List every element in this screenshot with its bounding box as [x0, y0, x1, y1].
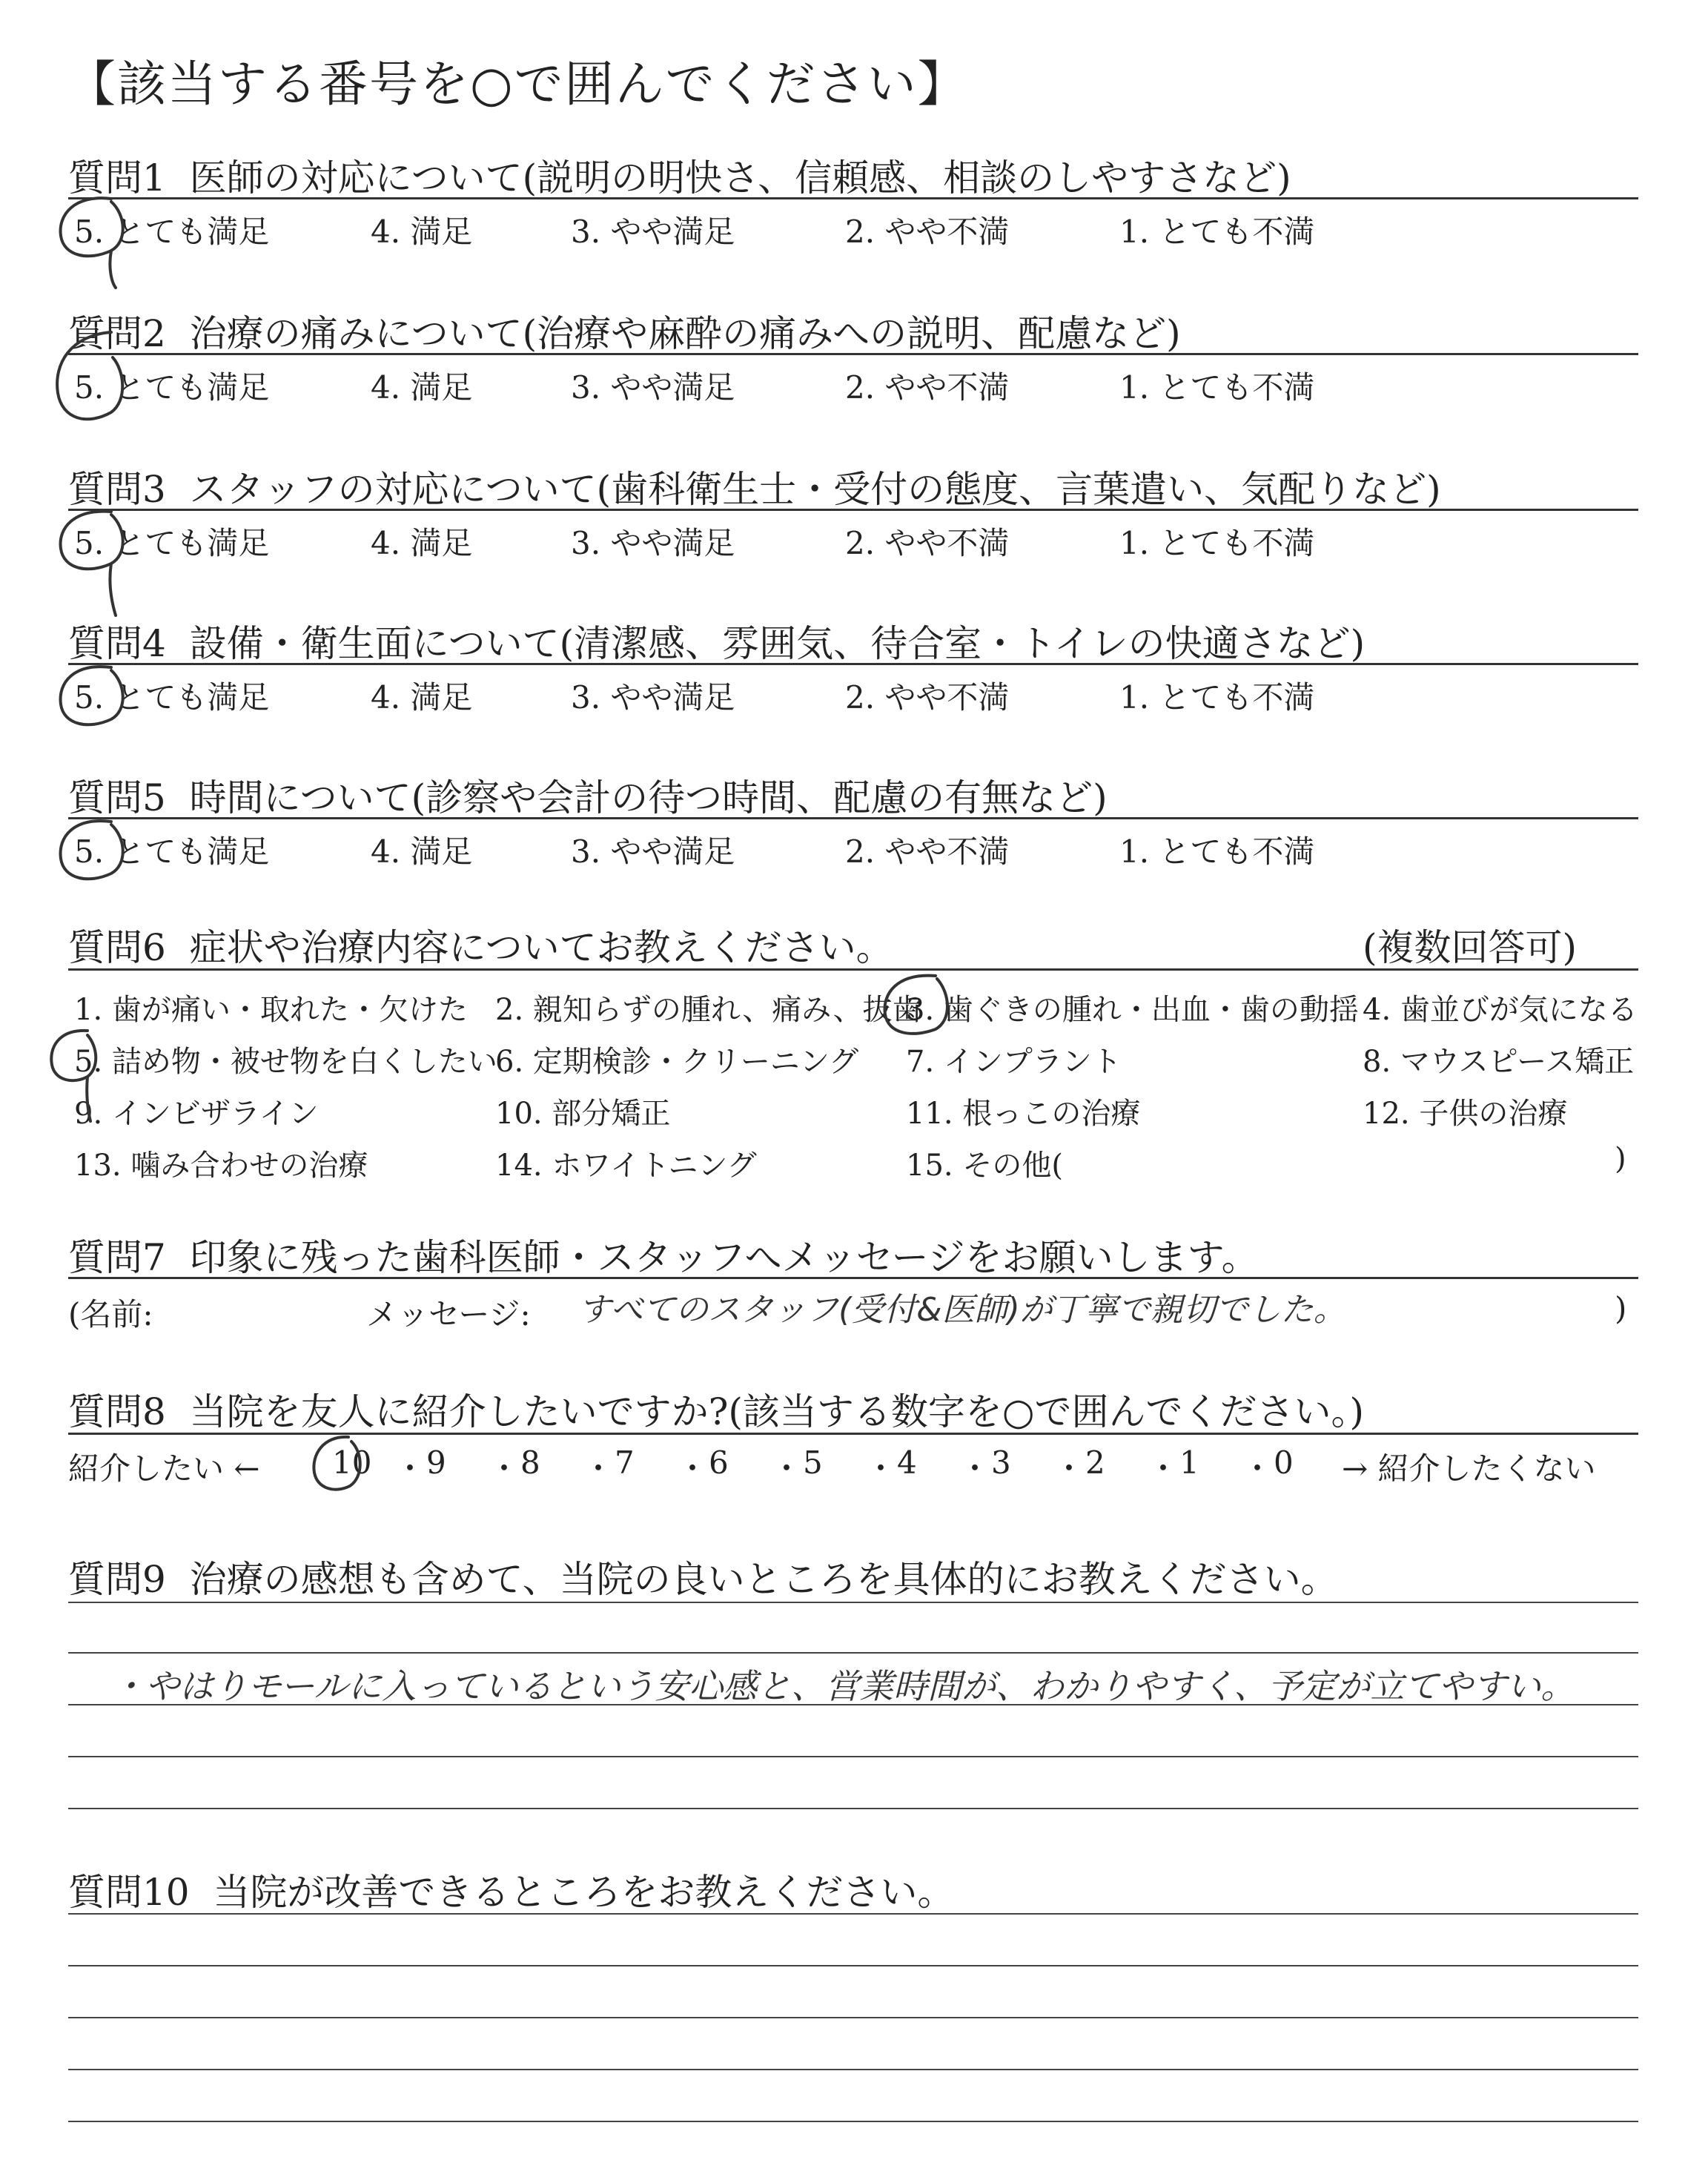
- q7-name-label: (名前:: [68, 1296, 153, 1332]
- q3-option-5[interactable]: 5. とても満足: [74, 525, 270, 561]
- q8-left-label: 紹介したい ←: [68, 1450, 260, 1487]
- q7-close-paren: ): [1615, 1290, 1627, 1327]
- q5-option-3[interactable]: 3. やや満足: [571, 833, 735, 870]
- q1-option-3[interactable]: 3. やや満足: [571, 214, 735, 250]
- q8-scale-separator: ・: [1148, 1450, 1179, 1487]
- q1-text: 医師の対応について(説明の明快さ、信頼感、相談のしやすさなど): [189, 156, 1291, 199]
- q6-item-15[interactable]: 15. その他(: [906, 1149, 1063, 1183]
- q10-text: 当院が改善できるところをお教えください。: [213, 1871, 955, 1914]
- q6-item-2[interactable]: 2. 親知らずの腫れ、痛み、抜歯: [495, 993, 922, 1027]
- q4-option-4[interactable]: 4. 満足: [371, 679, 473, 716]
- q8-scale-9[interactable]: 9: [426, 1444, 446, 1481]
- q6-item-13[interactable]: 13. 噛み合わせの治療: [74, 1149, 368, 1183]
- q1-option-5[interactable]: 5. とても満足: [74, 214, 270, 250]
- q3-label: 質問3: [68, 468, 166, 511]
- q8-text: 当院を友人に紹介したいですか?(該当する数字を○で囲んでください。): [189, 1390, 1365, 1433]
- q8-scale-6[interactable]: 6: [709, 1444, 729, 1481]
- circle-mark-q4: [61, 667, 123, 724]
- q8-scale-3[interactable]: 3: [991, 1444, 1011, 1481]
- q2-option-5[interactable]: 5. とても満足: [74, 369, 270, 406]
- q4-option-3[interactable]: 3. やや満足: [571, 679, 735, 716]
- q6-item-6[interactable]: 6. 定期検診・クリーニング: [495, 1045, 859, 1079]
- q4-text: 設備・衛生面について(清潔感、雰囲気、待合室・トイレの快適さなど): [189, 622, 1366, 665]
- q1-label: 質問1: [68, 156, 166, 199]
- q5-option-2[interactable]: 2. やや不満: [845, 833, 1010, 870]
- q3-option-2[interactable]: 2. やや不満: [845, 525, 1010, 561]
- page-title: 【該当する番号を○で囲んでください】: [67, 56, 968, 113]
- q8-right-label: → 紹介したくない: [1342, 1450, 1596, 1487]
- q3-text: スタッフの対応について(歯科衛生士・受付の態度、言葉遣い、気配りなど): [189, 468, 1441, 511]
- q8-scale-8[interactable]: 8: [520, 1444, 540, 1481]
- q3-option-4[interactable]: 4. 満足: [371, 525, 473, 561]
- q7-message-handwritten: すべてのスタッフ(受付&医師)が丁寧で親切でした。: [578, 1291, 1346, 1329]
- q8-scale-separator: ・: [677, 1450, 709, 1487]
- q2-label: 質問2: [68, 312, 166, 355]
- q9-answer-handwritten: ・やはりモールに入っているという安心感と、営業時間が、わかりやすく、予定が立てやすい。: [111, 1666, 1575, 1706]
- q8-scale-separator: ・: [1242, 1450, 1274, 1487]
- q6-item-1[interactable]: 1. 歯が痛い・取れた・欠けた: [74, 993, 468, 1027]
- q8-scale-4[interactable]: 4: [897, 1444, 917, 1481]
- circle-mark-q6-5: [51, 1031, 96, 1121]
- q6-item-14[interactable]: 14. ホワイトニング: [495, 1149, 757, 1183]
- q4-option-1[interactable]: 1. とても不満: [1119, 679, 1315, 716]
- q5-option-5[interactable]: 5. とても満足: [74, 833, 270, 870]
- q8-scale-separator: ・: [489, 1450, 520, 1487]
- q6-item-3[interactable]: 3. 歯ぐきの腫れ・出血・歯の動揺: [906, 993, 1359, 1027]
- q5-label: 質問5: [68, 776, 166, 819]
- q4-option-2[interactable]: 2. やや不満: [845, 679, 1010, 716]
- circle-mark-q2: [57, 332, 122, 419]
- q3-option-3[interactable]: 3. やや満足: [571, 525, 735, 561]
- q6-item-12[interactable]: 12. 子供の治療: [1363, 1097, 1568, 1131]
- circle-mark-q1: [61, 198, 123, 288]
- q6-item-5[interactable]: 5. 詰め物・被せ物を白くしたい: [74, 1045, 497, 1079]
- q2-text: 治療の痛みについて(治療や麻酔の痛みへの説明、配慮など): [189, 312, 1181, 355]
- q8-scale-2[interactable]: 2: [1085, 1444, 1105, 1481]
- q10-label: 質問10: [68, 1871, 190, 1914]
- q2-option-1[interactable]: 1. とても不満: [1119, 369, 1315, 406]
- circle-mark-q3: [61, 512, 123, 615]
- q6-item-7[interactable]: 7. インプラント: [906, 1045, 1122, 1079]
- q8-scale-5[interactable]: 5: [803, 1444, 823, 1481]
- q1-option-1[interactable]: 1. とても不満: [1119, 214, 1315, 250]
- q8-scale-separator: ・: [959, 1450, 991, 1487]
- q8-scale-1[interactable]: 1: [1179, 1444, 1199, 1481]
- q6-label: 質問6: [68, 926, 166, 969]
- q1-option-2[interactable]: 2. やや不満: [845, 214, 1010, 250]
- q4-option-5[interactable]: 5. とても満足: [74, 679, 270, 716]
- q1-option-4[interactable]: 4. 満足: [371, 214, 473, 250]
- q8-scale-7[interactable]: 7: [615, 1444, 635, 1481]
- q8-scale-separator: ・: [394, 1450, 426, 1487]
- q7-label: 質問7: [68, 1236, 166, 1279]
- circle-mark-q6-3: [885, 976, 947, 1034]
- q6-item-10[interactable]: 10. 部分矯正: [495, 1097, 671, 1131]
- q7-text: 印象に残った歯科医師・スタッフへメッセージをお願いします。: [189, 1236, 1259, 1279]
- q3-option-1[interactable]: 1. とても不満: [1119, 525, 1315, 561]
- q4-label: 質問4: [68, 622, 166, 665]
- q2-option-2[interactable]: 2. やや不満: [845, 369, 1010, 406]
- q5-option-1[interactable]: 1. とても不満: [1119, 833, 1315, 870]
- q7-message-label: メッセージ:: [366, 1296, 531, 1332]
- q6-item-9[interactable]: 9. インビザライン: [74, 1097, 319, 1131]
- circle-mark-q5: [61, 821, 123, 879]
- q8-scale-0[interactable]: 0: [1274, 1444, 1294, 1481]
- q8-label: 質問8: [68, 1390, 166, 1433]
- q6-close-paren: ): [1615, 1142, 1626, 1176]
- q8-scale-separator: ・: [771, 1450, 803, 1487]
- q6-text: 症状や治療内容についてお教えください。: [189, 926, 893, 969]
- q5-text: 時間について(診察や会計の待つ時間、配慮の有無など): [189, 776, 1108, 819]
- q6-item-8[interactable]: 8. マウスピース矯正: [1363, 1045, 1635, 1079]
- q9-label: 質問9: [68, 1558, 166, 1601]
- q6-item-4[interactable]: 4. 歯並びが気になる: [1363, 993, 1638, 1027]
- circle-mark-q8-10: [314, 1437, 360, 1490]
- q8-scale-separator: ・: [1053, 1450, 1085, 1487]
- q6-item-11[interactable]: 11. 根っこの治療: [906, 1097, 1141, 1131]
- q8-scale-separator: ・: [583, 1450, 615, 1487]
- q8-scale-separator: ・: [865, 1450, 897, 1487]
- q2-option-3[interactable]: 3. やや満足: [571, 369, 735, 406]
- q9-text: 治療の感想も含めて、当院の良いところを具体的にお教えください。: [189, 1558, 1338, 1601]
- q5-option-4[interactable]: 4. 満足: [371, 833, 473, 870]
- q2-option-4[interactable]: 4. 満足: [371, 369, 473, 406]
- q6-note: (複数回答可): [1363, 926, 1578, 969]
- q8-scale-10[interactable]: 10: [332, 1444, 372, 1481]
